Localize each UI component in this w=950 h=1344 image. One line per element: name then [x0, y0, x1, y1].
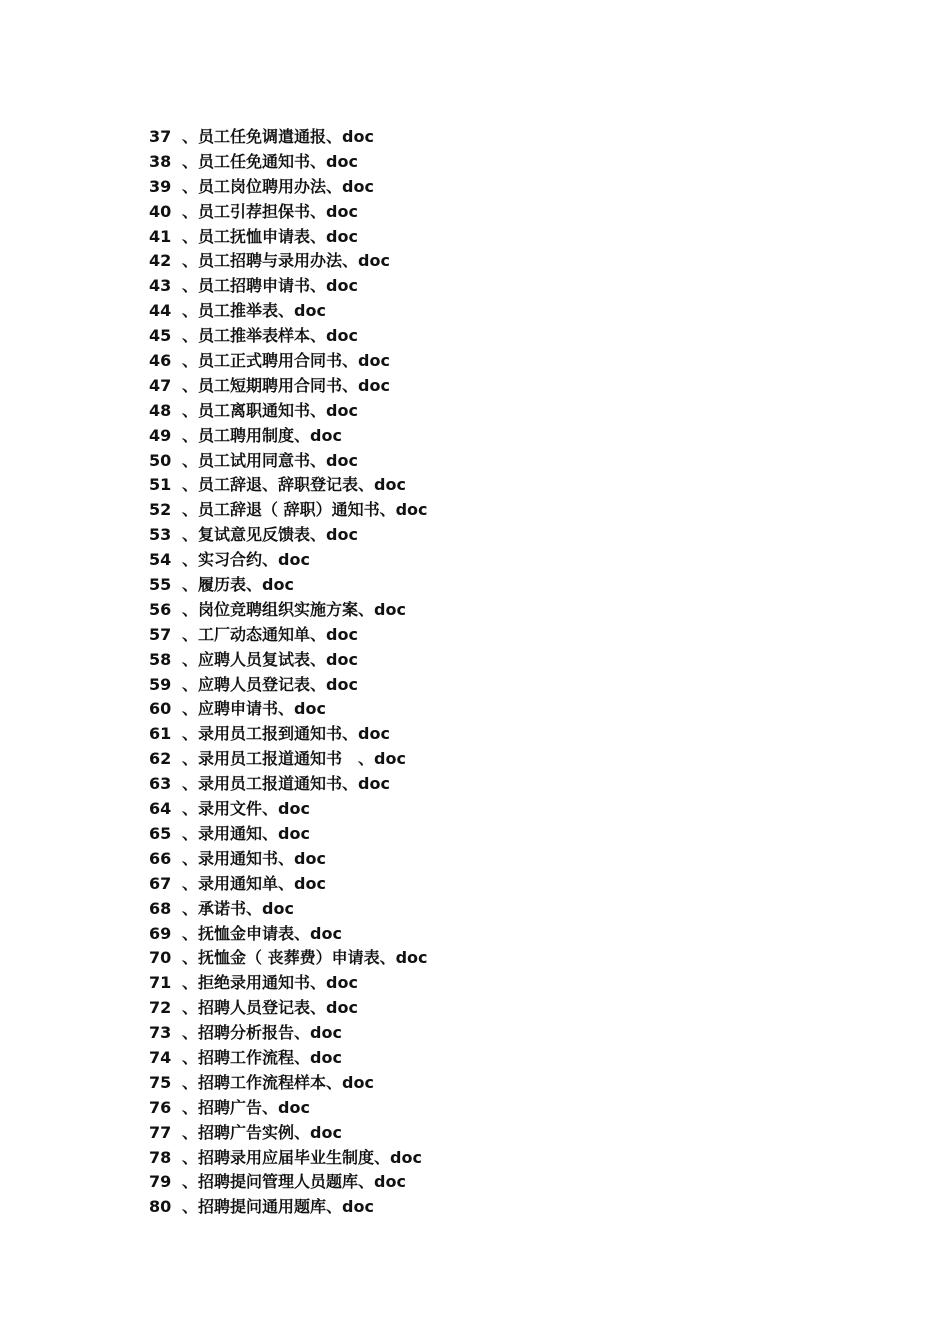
item-filename: 员工短期聘用合同书、doc	[198, 375, 390, 395]
item-number: 78	[149, 1147, 172, 1167]
item-separator: 、	[182, 400, 199, 420]
item-number: 46	[149, 351, 172, 371]
list-item	[149, 648, 428, 673]
list-item	[149, 922, 428, 947]
list-item	[149, 200, 428, 225]
item-separator: 、	[182, 550, 199, 570]
list-item	[149, 747, 428, 772]
list-item	[149, 449, 428, 474]
list-item	[149, 1071, 428, 1096]
item-number: 48	[149, 400, 172, 420]
item-separator: 、	[182, 699, 199, 719]
item-filename: 工厂动态通知单、doc	[198, 624, 358, 644]
item-separator: 、	[182, 799, 199, 819]
item-number: 67	[149, 873, 172, 893]
item-number: 41	[149, 226, 172, 246]
item-number: 61	[149, 724, 172, 744]
item-filename: 实习合约、doc	[198, 550, 310, 570]
item-separator: 、	[182, 774, 199, 794]
item-number: 58	[149, 649, 172, 669]
item-filename: 录用通知书、doc	[198, 848, 326, 868]
item-separator: 、	[182, 848, 199, 868]
item-number: 71	[149, 973, 172, 993]
item-filename: 员工正式聘用合同书、doc	[198, 351, 390, 371]
item-separator: 、	[182, 176, 199, 196]
item-number: 76	[149, 1097, 172, 1117]
item-number: 77	[149, 1122, 172, 1142]
item-separator: 、	[182, 127, 199, 146]
list-item	[149, 598, 428, 623]
item-separator: 、	[182, 151, 199, 171]
item-separator: 、	[182, 1197, 199, 1217]
item-separator: 、	[182, 351, 199, 371]
item-filename: 员工聘用制度、doc	[198, 425, 342, 445]
item-number: 45	[149, 326, 172, 346]
item-separator: 、	[182, 525, 199, 545]
item-separator: 、	[182, 575, 199, 595]
list-item	[149, 673, 428, 698]
list-item	[149, 722, 428, 747]
list-item	[149, 1096, 428, 1121]
item-separator: 、	[182, 649, 199, 669]
file-list	[149, 125, 428, 1220]
item-separator: 、	[182, 226, 199, 246]
item-number: 39	[149, 176, 172, 196]
item-filename: 招聘提问通用题库、doc	[198, 1197, 374, 1217]
list-item	[149, 847, 428, 872]
item-number: 80	[149, 1197, 172, 1217]
item-number: 73	[149, 1023, 172, 1043]
item-filename: 招聘录用应届毕业生制度、doc	[198, 1147, 422, 1167]
item-separator: 、	[182, 450, 199, 470]
item-filename: 员工岗位聘用办法、doc	[198, 176, 374, 196]
item-filename: 招聘工作流程、doc	[198, 1047, 342, 1067]
item-separator: 、	[182, 749, 199, 769]
item-filename: 录用通知单、doc	[198, 873, 326, 893]
list-item	[149, 374, 428, 399]
list-item	[149, 996, 428, 1021]
list-item	[149, 623, 428, 648]
list-item	[149, 548, 428, 573]
item-number: 72	[149, 998, 172, 1018]
item-filename: 录用员工报道通知书、doc	[198, 774, 390, 794]
list-item	[149, 772, 428, 797]
item-filename: 员工任免调遣通报、doc	[198, 127, 374, 146]
item-filename: 招聘分析报告、doc	[198, 1023, 342, 1043]
list-item	[149, 573, 428, 598]
list-item	[149, 946, 428, 971]
list-item	[149, 324, 428, 349]
item-number: 47	[149, 375, 172, 395]
list-item	[149, 399, 428, 424]
item-separator: 、	[182, 724, 199, 744]
item-separator: 、	[182, 1047, 199, 1067]
item-filename: 招聘广告实例、doc	[198, 1122, 342, 1142]
item-filename: 员工引荐担保书、doc	[198, 201, 358, 221]
item-number: 56	[149, 599, 172, 619]
item-filename: 抚恤金（ 丧葬费）申请表、doc	[198, 948, 428, 968]
item-filename: 招聘工作流程样本、doc	[198, 1072, 374, 1092]
item-separator: 、	[182, 1172, 199, 1192]
item-filename: 员工推举表样本、doc	[198, 326, 358, 346]
item-filename: 员工招聘与录用办法、doc	[198, 251, 390, 271]
item-number: 66	[149, 848, 172, 868]
item-separator: 、	[182, 425, 199, 445]
item-number: 51	[149, 475, 172, 495]
item-number: 79	[149, 1172, 172, 1192]
item-filename: 员工辞退（ 辞职）通知书、doc	[198, 500, 428, 520]
list-item	[149, 1170, 428, 1195]
item-separator: 、	[182, 475, 199, 495]
item-separator: 、	[182, 1097, 199, 1117]
list-item	[149, 697, 428, 722]
item-number: 69	[149, 923, 172, 943]
item-separator: 、	[182, 624, 199, 644]
item-filename: 员工离职通知书、doc	[198, 400, 358, 420]
item-filename: 员工抚恤申请表、doc	[198, 226, 358, 246]
list-item	[149, 299, 428, 324]
item-filename: 招聘提问管理人员题库、doc	[198, 1172, 406, 1192]
item-separator: 、	[182, 326, 199, 346]
list-item	[149, 1121, 428, 1146]
item-filename: 员工推举表、doc	[198, 301, 326, 321]
item-number: 63	[149, 774, 172, 794]
item-number: 44	[149, 301, 172, 321]
item-number: 40	[149, 201, 172, 221]
item-number: 64	[149, 799, 172, 819]
item-number: 49	[149, 425, 172, 445]
item-number: 57	[149, 624, 172, 644]
item-filename: 应聘申请书、doc	[198, 699, 326, 719]
item-separator: 、	[182, 1147, 199, 1167]
list-item	[149, 274, 428, 299]
list-item	[149, 1046, 428, 1071]
list-item	[149, 822, 428, 847]
item-filename: 员工试用同意书、doc	[198, 450, 358, 470]
item-filename: 履历表、doc	[198, 575, 294, 595]
item-filename: 承诺书、doc	[198, 898, 294, 918]
item-number: 59	[149, 674, 172, 694]
item-filename: 录用文件、doc	[198, 799, 310, 819]
item-filename: 员工招聘申请书、doc	[198, 276, 358, 296]
item-separator: 、	[182, 923, 199, 943]
list-item	[149, 897, 428, 922]
list-item	[149, 1146, 428, 1171]
item-number: 70	[149, 948, 172, 968]
item-separator: 、	[182, 301, 199, 321]
item-number: 68	[149, 898, 172, 918]
list-item	[149, 523, 428, 548]
list-item	[149, 225, 428, 250]
item-separator: 、	[182, 251, 199, 271]
item-number: 55	[149, 575, 172, 595]
item-separator: 、	[182, 948, 199, 968]
list-item	[149, 175, 428, 200]
item-separator: 、	[182, 998, 199, 1018]
item-number: 62	[149, 749, 172, 769]
item-number: 75	[149, 1072, 172, 1092]
item-number: 52	[149, 500, 172, 520]
item-separator: 、	[182, 898, 199, 918]
item-separator: 、	[182, 674, 199, 694]
item-number: 50	[149, 450, 172, 470]
list-item	[149, 349, 428, 374]
item-separator: 、	[182, 276, 199, 296]
item-filename: 岗位竞聘组织实施方案、doc	[198, 599, 406, 619]
list-item	[149, 498, 428, 523]
item-filename: 招聘人员登记表、doc	[198, 998, 358, 1018]
item-filename: 应聘人员复试表、doc	[198, 649, 358, 669]
list-item	[149, 150, 428, 175]
item-separator: 、	[182, 201, 199, 221]
item-filename: 录用员工报道通知书 、doc	[198, 749, 406, 769]
list-item	[149, 971, 428, 996]
item-separator: 、	[182, 1072, 199, 1092]
list-item	[149, 797, 428, 822]
item-filename: 复试意见反馈表、doc	[198, 525, 358, 545]
item-filename: 录用通知、doc	[198, 823, 310, 843]
list-item	[149, 473, 428, 498]
item-number: 54	[149, 550, 172, 570]
item-filename: 应聘人员登记表、doc	[198, 674, 358, 694]
item-number: 37	[149, 127, 172, 146]
item-filename: 拒绝录用通知书、doc	[198, 973, 358, 993]
item-separator: 、	[182, 500, 199, 520]
list-item	[149, 249, 428, 274]
item-separator: 、	[182, 1122, 199, 1142]
list-item	[149, 1021, 428, 1046]
list-item	[149, 125, 428, 150]
item-number: 74	[149, 1047, 172, 1067]
item-separator: 、	[182, 823, 199, 843]
item-number: 42	[149, 251, 172, 271]
item-separator: 、	[182, 1023, 199, 1043]
item-number: 43	[149, 276, 172, 296]
item-number: 38	[149, 151, 172, 171]
item-filename: 录用员工报到通知书、doc	[198, 724, 390, 744]
item-separator: 、	[182, 375, 199, 395]
item-filename: 员工辞退、辞职登记表、doc	[198, 475, 406, 495]
item-number: 53	[149, 525, 172, 545]
item-filename: 抚恤金申请表、doc	[198, 923, 342, 943]
item-separator: 、	[182, 873, 199, 893]
item-filename: 员工任免通知书、doc	[198, 151, 358, 171]
list-item	[149, 872, 428, 897]
item-number: 60	[149, 699, 172, 719]
item-number: 65	[149, 823, 172, 843]
item-separator: 、	[182, 973, 199, 993]
list-item	[149, 424, 428, 449]
item-filename: 招聘广告、doc	[198, 1097, 310, 1117]
list-item	[149, 1195, 428, 1220]
item-separator: 、	[182, 599, 199, 619]
